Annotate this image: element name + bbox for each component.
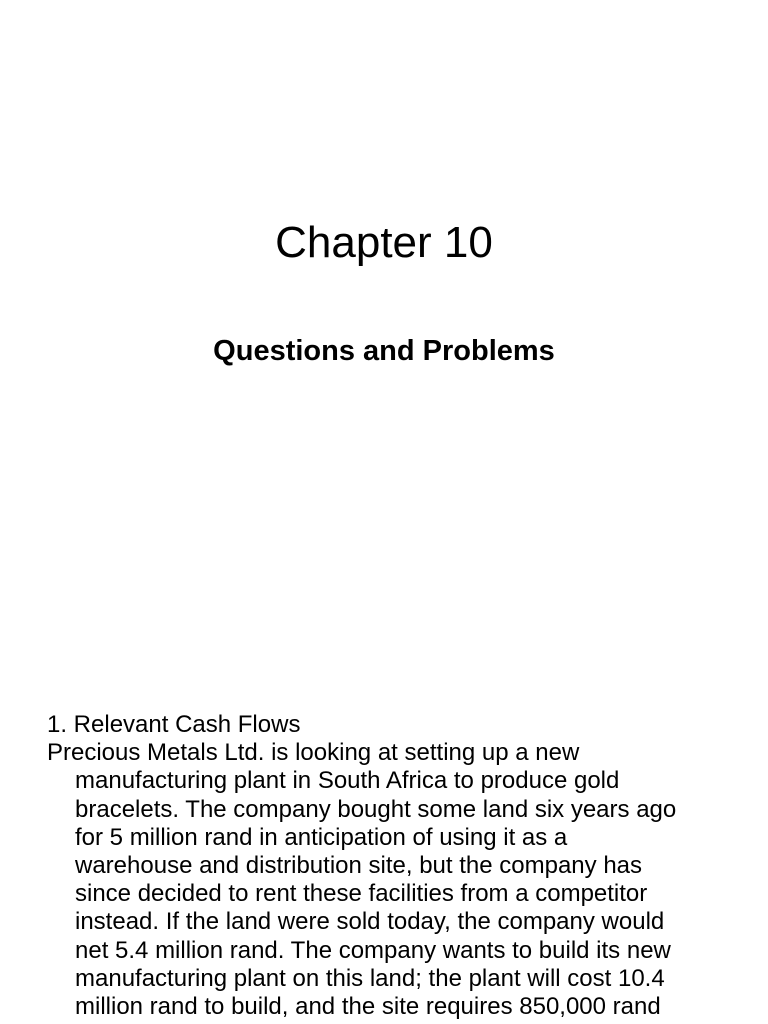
problem-text-line: since decided to rent these facilities from a competitor (75, 880, 648, 908)
problem-text-line: manufacturing plant in South Africa to produce gold (75, 767, 620, 795)
problem-text-line: for 5 million rand in anticipation of using it as a (75, 823, 568, 851)
problem-text-line: manufacturing plant on this land; the plant will cost 10.4 (75, 964, 665, 992)
problem-text-line: warehouse and distribution site, but the company has (75, 852, 643, 880)
problem-text-line: instead. If the land were sold today, the company would (75, 908, 665, 936)
chapter-title: Chapter 10 (275, 218, 493, 267)
problem-block (47, 711, 737, 1021)
problem-text (47, 739, 737, 1021)
problem-text-line: million rand to build, and the site requires 850,000 rand (75, 993, 661, 1021)
problem-heading: 1. Relevant Cash Flows (47, 711, 301, 738)
problem-text-line: bracelets. The company bought some land six years ago (75, 795, 677, 823)
problem-text-line: Precious Metals Ltd. is looking at setting up a new (47, 739, 580, 767)
problem-text-line: net 5.4 million rand. The company wants to build its new (75, 936, 671, 964)
chapter-subtitle: Questions and Problems (213, 335, 555, 367)
